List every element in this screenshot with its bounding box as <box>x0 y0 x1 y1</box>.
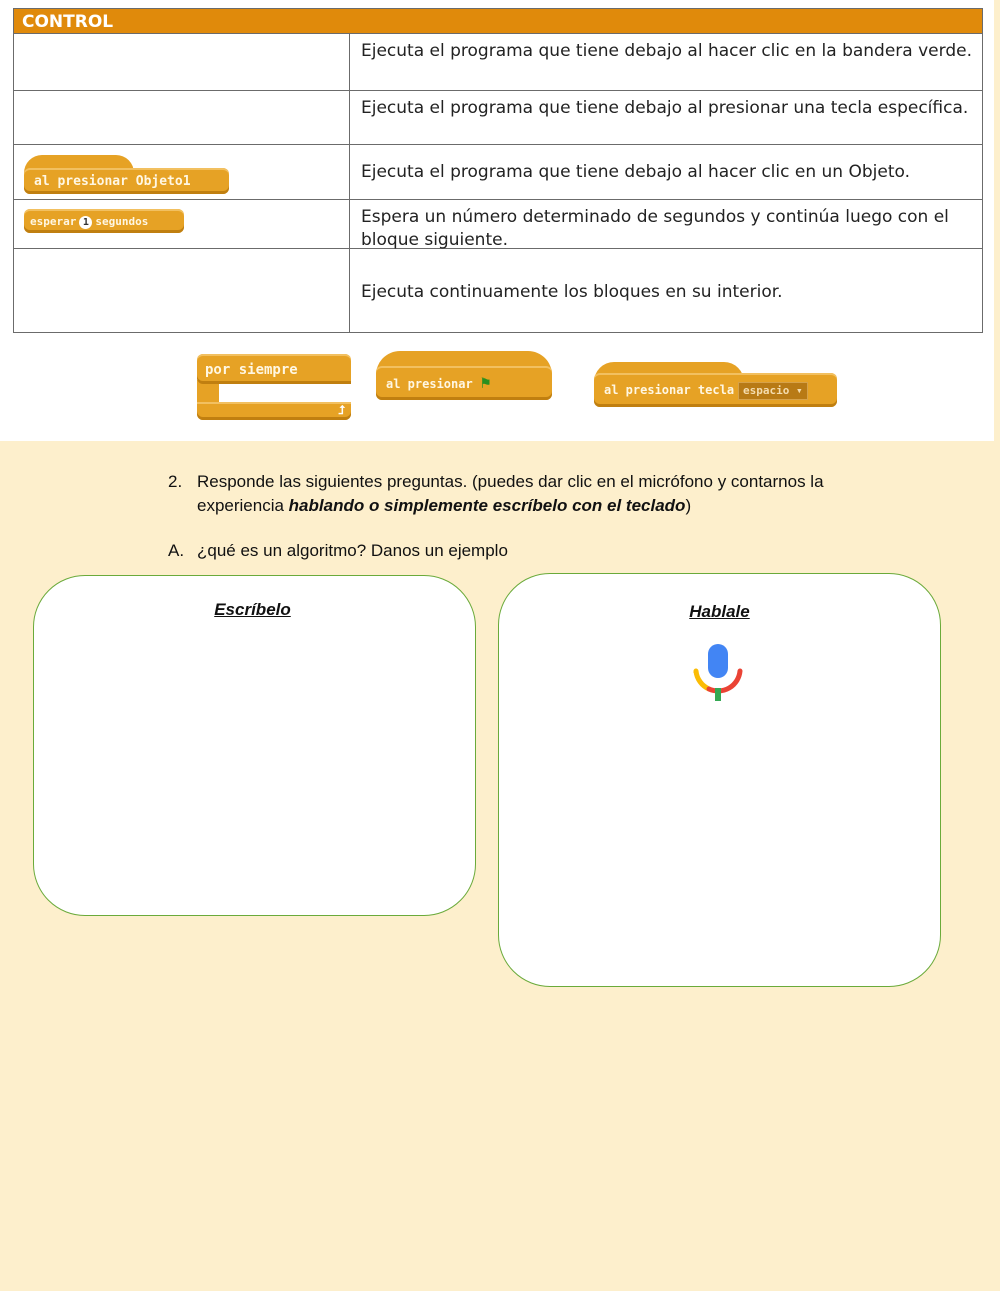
seconds-slot: 1 <box>79 216 92 229</box>
speak-answer-box[interactable] <box>498 573 941 987</box>
table-row <box>14 91 982 145</box>
table-row <box>14 249 982 332</box>
row-description: Ejecuta el programa que tiene debajo al presionar una tecla específica. <box>361 98 969 118</box>
sub-question-text: ¿qué es un algoritmo? Danos un ejemplo <box>197 541 508 560</box>
forever-block-bottom[interactable] <box>197 402 351 420</box>
question-text <box>197 470 828 518</box>
block-label: al presionar tecla <box>604 383 735 397</box>
control-table <box>13 8 983 333</box>
speak-box-title: Hablale <box>689 602 750 621</box>
question-text-emphasis: hablando o simplemente escríbelo con el teclado <box>288 496 686 515</box>
block-drop-slot[interactable] <box>14 249 350 332</box>
block-esperar-segundos <box>24 209 184 233</box>
question-text-plain: Responde las siguientes preguntas. (puedes dar clic en el micrófono y contarnos la experiencia <box>197 472 824 515</box>
block-drop-slot[interactable] <box>14 91 350 144</box>
block-al-presionar-bandera[interactable] <box>376 366 552 400</box>
green-flag-icon: ⚑ <box>480 373 491 392</box>
control-reference-panel <box>0 0 994 441</box>
control-table-header: CONTROL <box>14 9 982 34</box>
question-number: 2. <box>168 472 183 491</box>
microphone-icon[interactable] <box>691 644 745 702</box>
row-description: Ejecuta el programa que tiene debajo al hacer clic en un Objeto. <box>361 162 910 182</box>
question-text-end: ) <box>685 496 692 515</box>
block-drop-slot[interactable] <box>14 34 350 90</box>
table-row <box>14 145 982 200</box>
row-description: Espera un número determinado de segundos y continúa luego con el bloque siguiente. <box>361 207 949 250</box>
table-row <box>14 34 982 91</box>
block-cell <box>14 145 350 199</box>
loop-arrow-icon: ⮥ <box>337 403 345 417</box>
block-cell <box>14 200 350 248</box>
row-description: Ejecuta el programa que tiene debajo al hacer clic en la bandera verde. <box>361 41 972 61</box>
block-al-presionar-objeto: al presionar Objeto1 <box>24 168 229 194</box>
key-dropdown-value: espacio <box>743 384 790 397</box>
sub-question-a <box>168 541 508 561</box>
key-dropdown <box>738 382 808 400</box>
table-row <box>14 200 982 249</box>
row-description: Ejecuta continuamente los bloques en su interior. <box>361 282 783 302</box>
question-2 <box>168 470 828 518</box>
write-box-title: Escríbelo <box>214 600 291 619</box>
sub-question-letter: A. <box>168 541 185 560</box>
block-label: segundos <box>95 215 149 228</box>
block-al-presionar-tecla[interactable] <box>594 373 837 407</box>
write-answer-box[interactable] <box>33 575 476 916</box>
block-label: al presionar <box>386 377 473 391</box>
block-por-siempre[interactable]: por siempre <box>197 354 351 384</box>
chevron-down-icon: ▾ <box>796 384 803 397</box>
block-label: esperar <box>30 215 77 228</box>
